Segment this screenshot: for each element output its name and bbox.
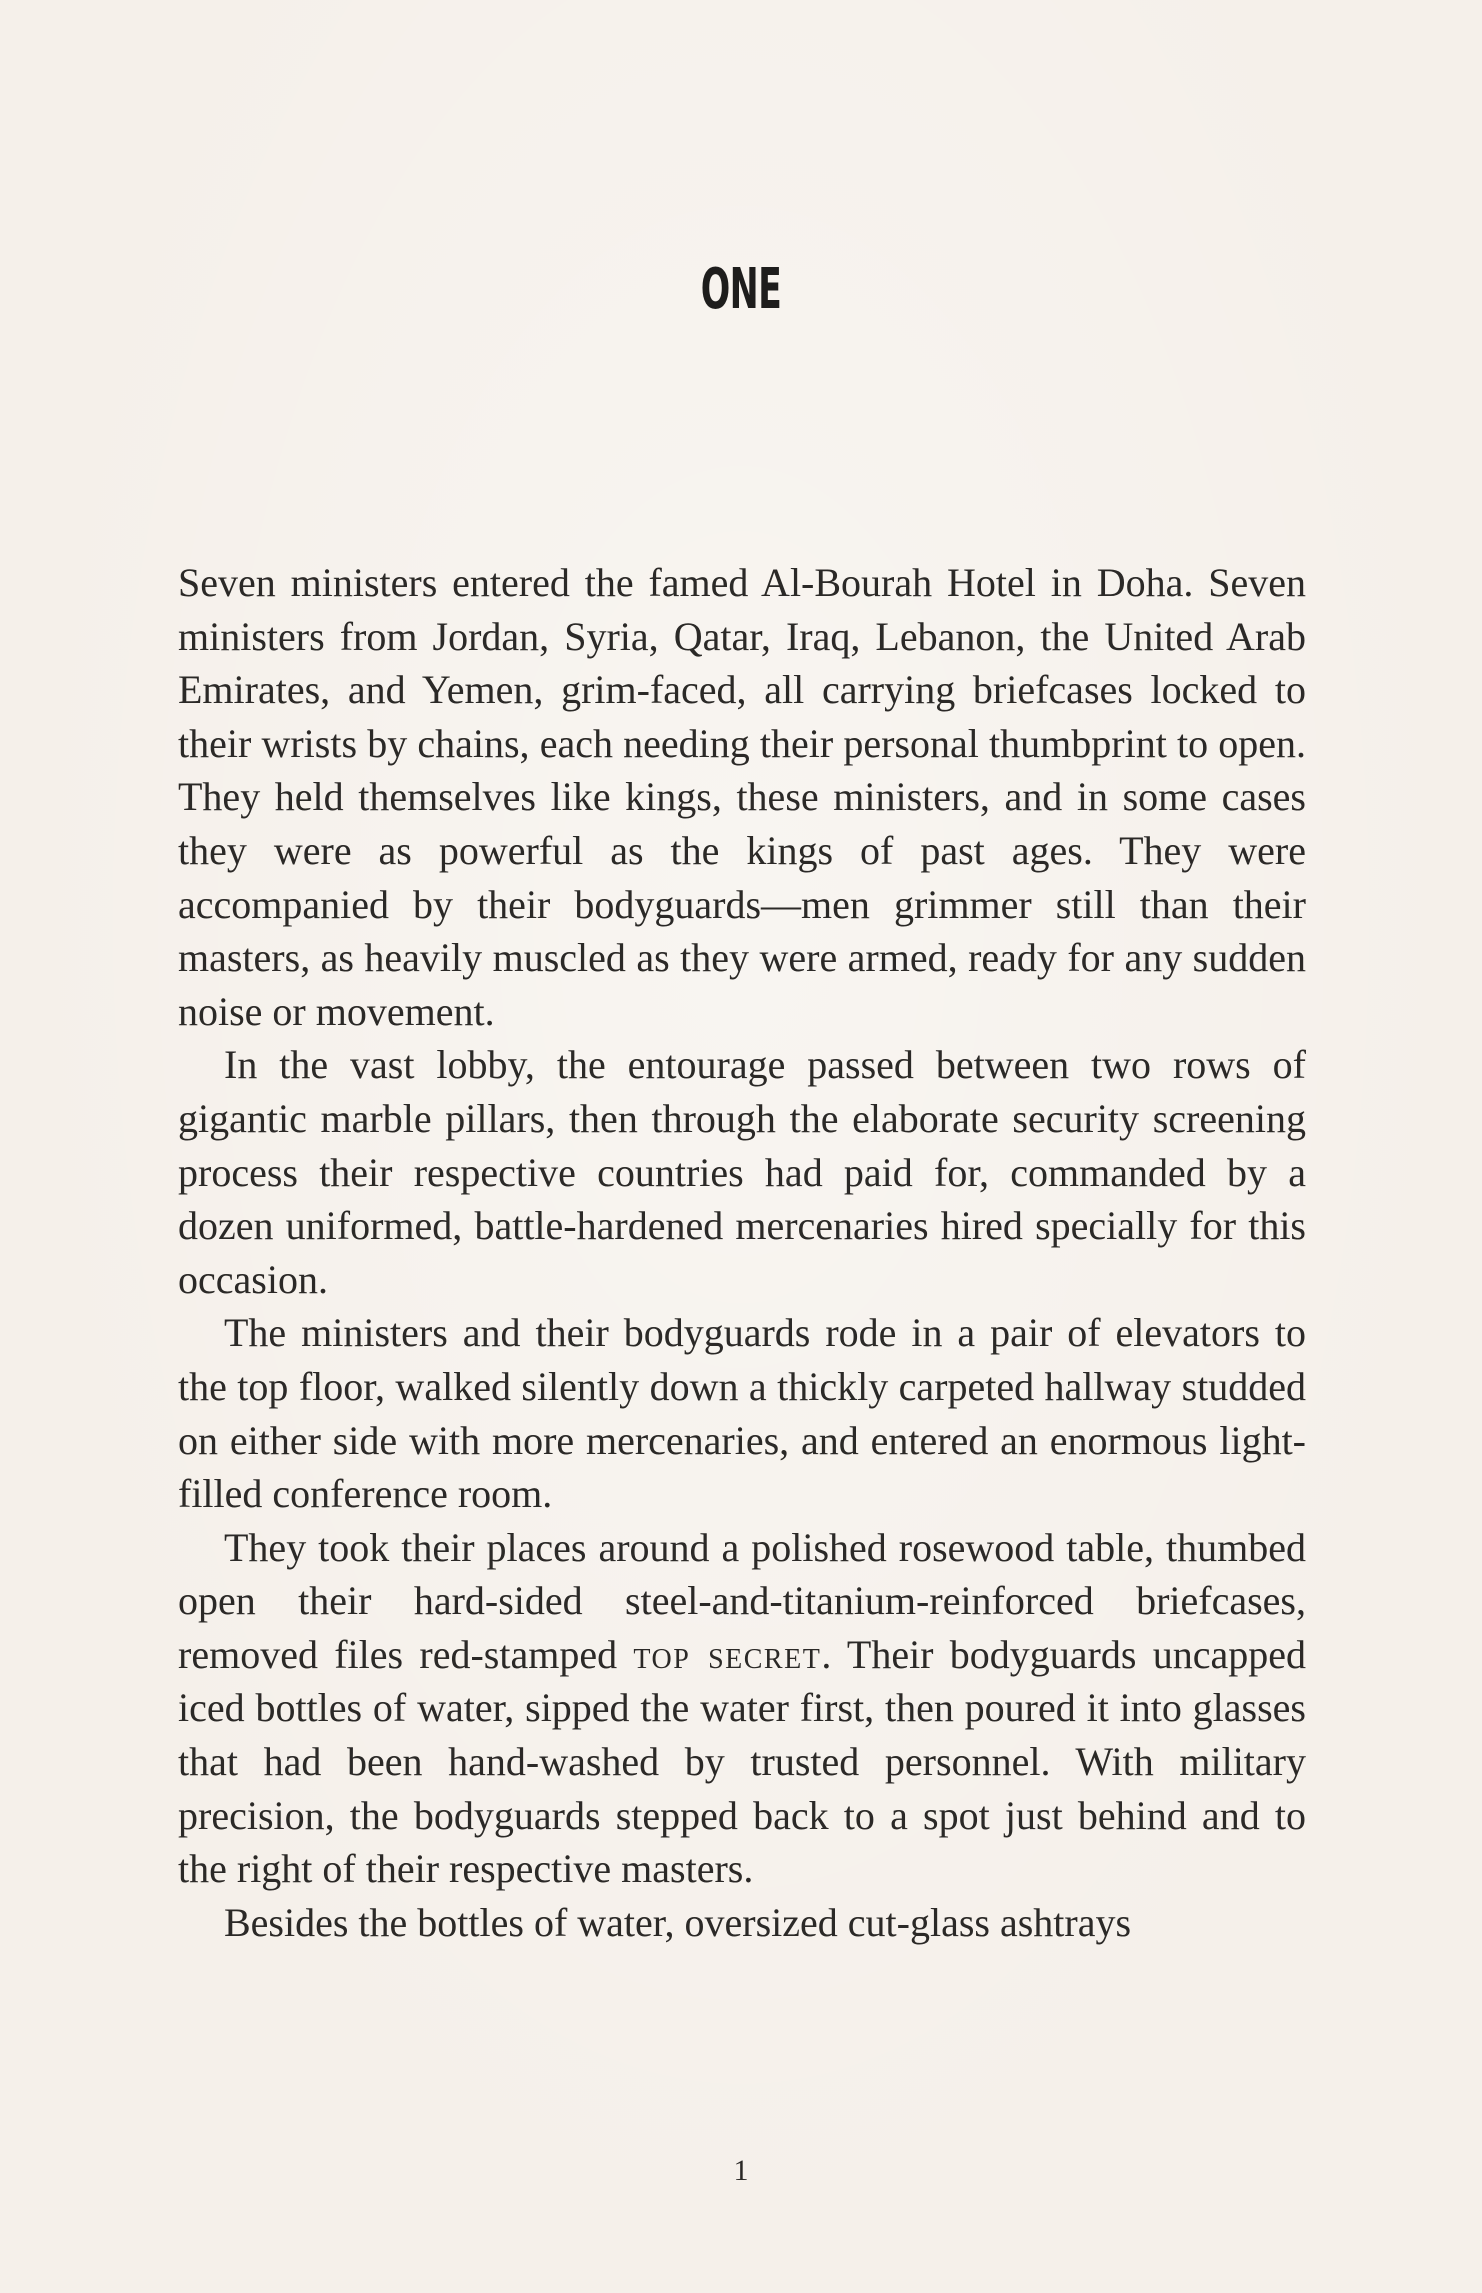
- paragraph: The ministers and their bodyguards rode in a pair of elevators to the top floor, walked silently down a thickly carpeted hallway studded on either side with more mercenaries, and entered an enormous light-filled conference room.: [178, 1310, 1306, 1517]
- paragraph: [178, 1521, 1306, 1896]
- page-number: 1: [733, 2154, 749, 2187]
- classification-stamp-text: top secret: [633, 1631, 822, 1677]
- chapter-title: ONE: [700, 257, 782, 322]
- paragraph-text: They took their places around a polished rosewood table, thumbed open their hard-sided steel-and-titanium-reinforced briefcases, removed files red-stamped: [178, 1524, 1306, 1677]
- chapter-body: [178, 556, 1306, 1949]
- paragraph: Besides the bottles of water, oversized cut-glass ashtrays: [224, 1899, 1132, 1945]
- paragraph-text: . Their bodyguards uncapped iced bottles of water, sipped the water first, then poured it into glasses that had been hand-washed by trusted personnel. With military precision, the bodyguards stepped back to a spot just behind and to the right of their respective masters.: [178, 1631, 1306, 1892]
- paragraph: Seven ministers entered the famed Al-Bourah Hotel in Doha. Seven ministers from Jordan, Syria, Qatar, Iraq, Lebanon, the United Arab Emirates, and Yemen, grim-faced, all carrying briefcases locked to their wrists by chains, each needing their personal thumbprint to open. They held themselves like kings, these ministers, and in some cases they were as powerful as the kings of past ages. They were accompanied by their bodyguards—men grimmer still than their masters, as heavily muscled as they were armed, ready for any sudden noise or movement.: [178, 560, 1306, 1034]
- paragraph: In the vast lobby, the entourage passed between two rows of gigantic marble pillars, then through the elaborate security screening process their respective countries had paid for, commanded by a dozen uniformed, battle-hardened mercenaries hired specially for this occasion.: [178, 1042, 1306, 1302]
